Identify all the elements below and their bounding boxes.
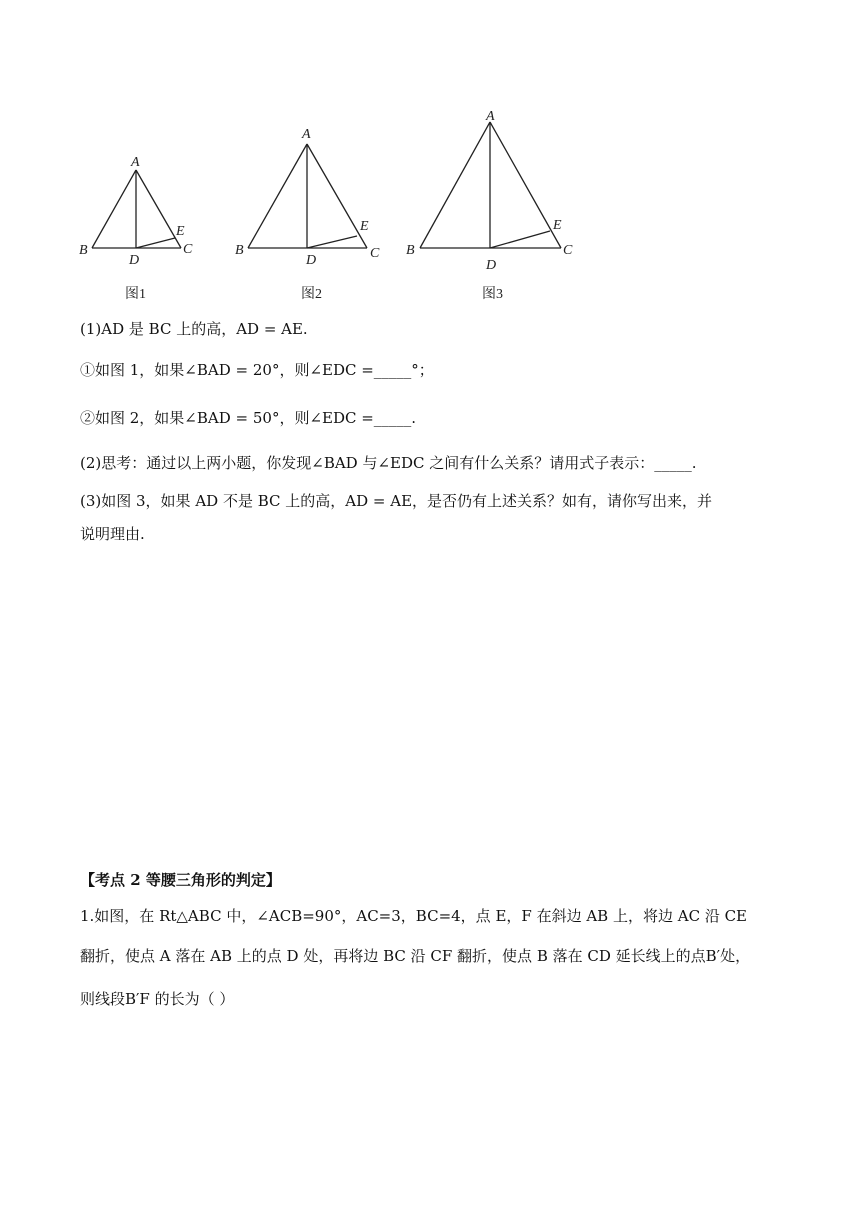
part3-question-line-1: (3)如图 3，如果 AD 不是 BC 上的高，AD = AE，是否仍有上述关系？如有，请你写出来，并 (80, 492, 713, 510)
fig3-side-ac (490, 122, 561, 248)
fig3-label-c: C (563, 243, 573, 258)
fig3-label-a: A (486, 109, 495, 124)
fig2-side-ab (248, 144, 307, 248)
figure-1-caption: 图1 (125, 287, 146, 302)
fig1-segment-de (136, 238, 175, 248)
fig2-label-e: E (360, 219, 369, 234)
figure-3 (400, 100, 580, 275)
fig3-label-e: E (553, 218, 562, 233)
fig3-segment-de (490, 231, 550, 248)
part1-question-1: ①如图 1，如果∠BAD = 20°，则∠EDC =_____°； (80, 361, 434, 379)
section-2-q1-line-3: 则线段B′F 的长为（ ） (80, 990, 235, 1008)
part1-question-2: ②如图 2，如果∠BAD = 50°，则∠EDC =_____. (80, 409, 417, 427)
figure-3-caption: 图3 (482, 287, 503, 302)
fig1-label-d: D (129, 253, 140, 268)
part1-intro: (1)AD 是 BC 上的高，AD = AE. (80, 320, 308, 338)
fig3-side-ab (420, 122, 490, 248)
figure-2-caption: 图2 (301, 287, 322, 302)
fig3-label-b: B (406, 243, 415, 258)
fig2-label-a: A (302, 127, 311, 142)
fig1-label-b: B (79, 243, 88, 258)
section-2-heading: 【考点 2 等腰三角形的判定】 (80, 871, 281, 889)
fig1-label-c: C (183, 242, 193, 257)
fig2-label-c: C (370, 246, 380, 261)
fig2-side-ac (307, 144, 367, 248)
fig1-label-a: A (131, 155, 140, 170)
fig1-side-ab (92, 170, 136, 248)
fig2-segment-de (307, 236, 357, 248)
fig1-side-ac (136, 170, 181, 248)
figure-2 (230, 122, 390, 272)
section-2-q1-line-2: 翻折，使点 A 落在 AB 上的点 D 处，再将边 BC 沿 CF 翻折，使点 B 落在 CD 延长线上的点B′处， (80, 947, 751, 965)
part2-question: (2)思考：通过以上两小题，你发现∠BAD 与∠EDC 之间有什么关系？请用式子表示：_____. (80, 454, 697, 472)
section-2-q1-line-1: 1.如图，在 Rt△ABC 中，∠ACB=90°，AC=3，BC=4，点 E，F 在斜边 AB 上，将边 AC 沿 CE (80, 907, 748, 925)
fig3-label-d: D (486, 258, 497, 273)
fig2-label-b: B (235, 243, 244, 258)
fig1-label-e: E (176, 224, 185, 239)
figure-1 (70, 150, 210, 270)
part3-question-line-2: 说明理由. (80, 525, 145, 543)
fig2-label-d: D (306, 253, 317, 268)
